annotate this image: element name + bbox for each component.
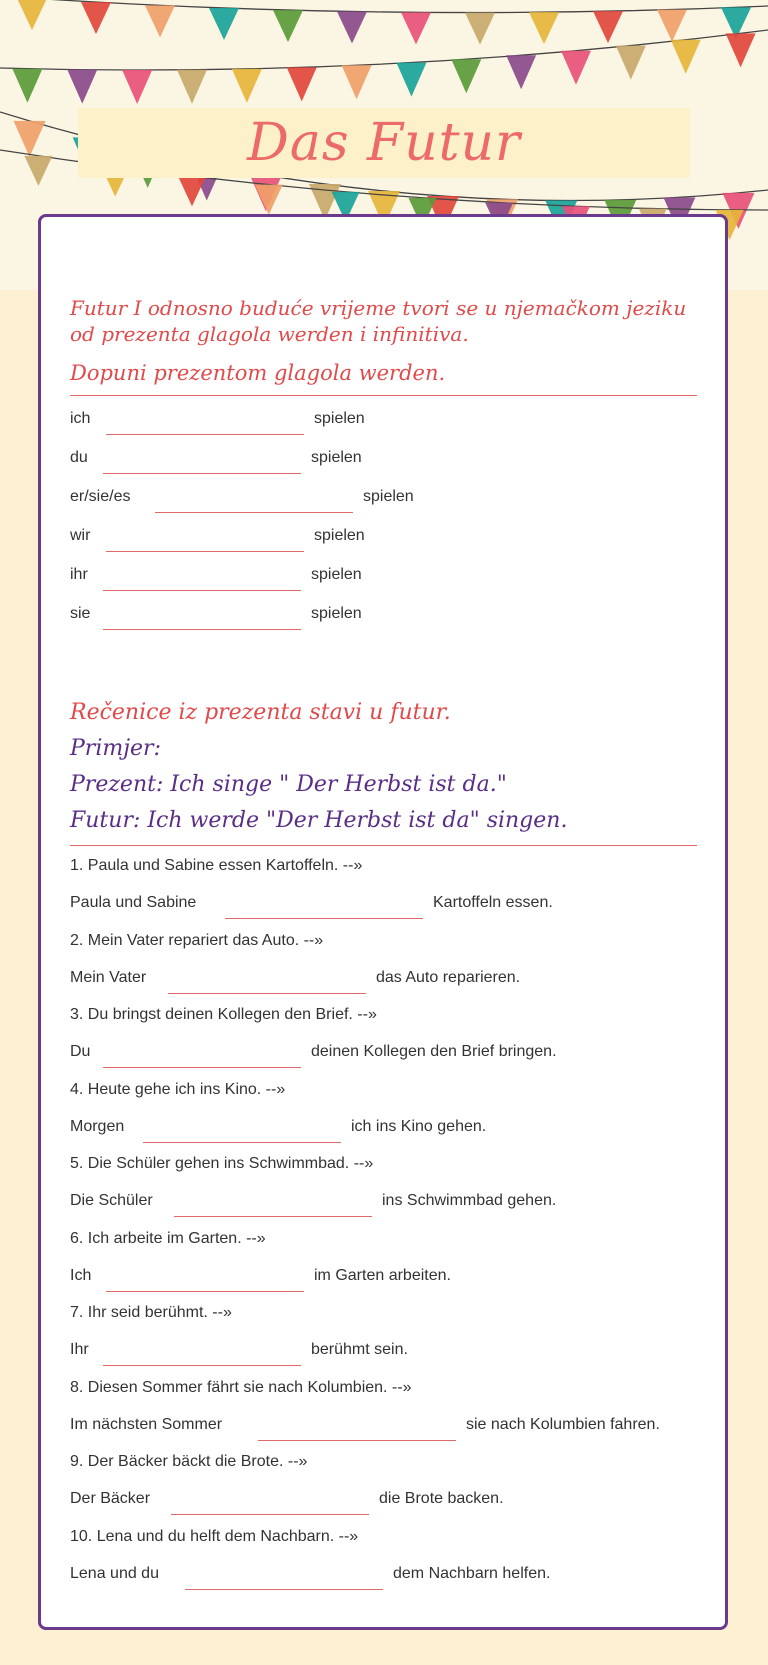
conjugation-verb: spielen bbox=[363, 488, 414, 505]
exercise-answer-end: berühmt sein. bbox=[311, 1341, 408, 1358]
intro-line-2: od prezenta glagola werden i infinitiva. bbox=[70, 322, 469, 346]
exercise-answer-end: ins Schwimmbad gehen. bbox=[382, 1192, 557, 1209]
conjugation-pronoun: ihr bbox=[70, 566, 88, 583]
exercise-prompt: 4. Heute gehe ich ins Kino. --» bbox=[70, 1081, 286, 1098]
bunting-flag bbox=[529, 12, 559, 44]
exercise-answer-end: dem Nachbarn helfen. bbox=[393, 1565, 551, 1582]
bunting-flag bbox=[145, 5, 175, 37]
exercise-answer-start: Die Schüler bbox=[70, 1192, 153, 1209]
exercise-answer-end: im Garten arbeiten. bbox=[314, 1267, 451, 1284]
example-future: Futur: Ich werde "Der Herbst ist da" singen. bbox=[70, 808, 568, 833]
conjugation-pronoun: wir bbox=[70, 527, 91, 544]
bunting-flag bbox=[657, 10, 687, 42]
bunting-flag bbox=[561, 51, 591, 85]
exercise-answer-start: Du bbox=[70, 1043, 91, 1060]
bunting-flag bbox=[12, 69, 42, 103]
exercise-prompt: 7. Ihr seid berühmt. --» bbox=[70, 1304, 232, 1321]
conjugation-instruction: Dopuni prezentom glagola werden. bbox=[70, 361, 446, 385]
exercise-prompt: 5. Die Schüler gehen ins Schwimmbad. --» bbox=[70, 1155, 374, 1172]
bunting-flag bbox=[401, 12, 431, 44]
bunting-flag bbox=[255, 185, 283, 215]
conjugation-verb: spielen bbox=[314, 410, 365, 427]
bunting-string bbox=[0, 0, 768, 13]
example-present: Prezent: Ich singe " Der Herbst ist da." bbox=[70, 772, 507, 797]
bunting-flag bbox=[67, 70, 97, 104]
conjugation-verb: spielen bbox=[311, 449, 362, 466]
exercise-prompt: 1. Paula und Sabine essen Kartoffeln. --» bbox=[70, 857, 363, 874]
exercise-answer-start: Ich bbox=[70, 1267, 92, 1284]
bunting-string bbox=[0, 30, 768, 70]
conjugation-pronoun: er/sie/es bbox=[70, 488, 131, 505]
conjugation-pronoun: ich bbox=[70, 410, 91, 427]
answer-blank[interactable] bbox=[155, 512, 353, 513]
bunting-flag bbox=[726, 33, 756, 67]
exercise-answer-start: Im nächsten Sommer bbox=[70, 1416, 223, 1433]
exercise-prompt: 9. Der Bäcker bäckt die Brote. --» bbox=[70, 1453, 308, 1470]
answer-blank[interactable] bbox=[103, 473, 301, 474]
exercise-answer-end: die Brote backen. bbox=[379, 1490, 504, 1507]
exercise-answer-start: Morgen bbox=[70, 1118, 125, 1135]
bunting-flag bbox=[81, 2, 111, 34]
answer-blank[interactable] bbox=[103, 629, 301, 630]
exercise-prompt: 3. Du bringst deinen Kollegen den Brief. --» bbox=[70, 1006, 377, 1023]
exercise-prompt: 2. Mein Vater repariert das Auto. --» bbox=[70, 932, 324, 949]
answer-blank[interactable] bbox=[106, 1291, 304, 1292]
section-2-instruction: Rečenice iz prezenta stavi u futur. bbox=[70, 700, 451, 725]
answer-blank[interactable] bbox=[185, 1589, 383, 1590]
bunting-flag bbox=[451, 59, 481, 93]
answer-blank[interactable] bbox=[143, 1142, 341, 1143]
bunting-flag bbox=[24, 156, 52, 186]
section-1-rule bbox=[70, 395, 697, 396]
bunting-flag bbox=[14, 121, 46, 157]
answer-blank[interactable] bbox=[106, 551, 304, 552]
answer-blank[interactable] bbox=[106, 434, 304, 435]
exercise-answer-end: sie nach Kolumbien fahren. bbox=[466, 1416, 660, 1433]
answer-blank[interactable] bbox=[225, 918, 423, 919]
exercise-answer-start: Lena und du bbox=[70, 1565, 159, 1582]
bunting-flag bbox=[342, 65, 372, 99]
bunting-flag bbox=[465, 13, 495, 45]
conjugation-verb: spielen bbox=[311, 605, 362, 622]
exercise-answer-end: ich ins Kino gehen. bbox=[351, 1118, 487, 1135]
bunting-flag bbox=[337, 12, 367, 44]
example-label: Primjer: bbox=[70, 736, 161, 761]
conjugation-pronoun: du bbox=[70, 449, 88, 466]
answer-blank[interactable] bbox=[103, 1365, 301, 1366]
conjugation-verb: spielen bbox=[314, 527, 365, 544]
conjugation-pronoun: sie bbox=[70, 605, 91, 622]
intro-line-1: Futur I odnosno buduće vrijeme tvori se u njemačkom jeziku bbox=[70, 296, 687, 320]
answer-blank[interactable] bbox=[174, 1216, 372, 1217]
bunting-flag bbox=[671, 40, 701, 74]
exercise-answer-start: Ihr bbox=[70, 1341, 89, 1358]
bunting-flag bbox=[122, 70, 152, 104]
bunting-flag bbox=[287, 67, 317, 101]
exercise-prompt: 6. Ich arbeite im Garten. --» bbox=[70, 1230, 266, 1247]
exercise-prompt: 10. Lena und du helft dem Nachbarn. --» bbox=[70, 1528, 359, 1545]
section-2-rule bbox=[70, 845, 697, 846]
exercise-answer-start: Der Bäcker bbox=[70, 1490, 151, 1507]
answer-blank[interactable] bbox=[103, 1067, 301, 1068]
bunting-flag bbox=[593, 11, 623, 43]
bunting-flag bbox=[178, 176, 206, 206]
bunting-flag bbox=[396, 63, 426, 97]
answer-blank[interactable] bbox=[258, 1440, 456, 1441]
exercise-answer-start: Paula und Sabine bbox=[70, 894, 197, 911]
bunting-flag bbox=[177, 70, 207, 104]
exercise-prompt: 8. Diesen Sommer fährt sie nach Kolumbien. --» bbox=[70, 1379, 412, 1396]
answer-blank[interactable] bbox=[103, 590, 301, 591]
bunting-flag bbox=[17, 0, 47, 30]
answer-blank[interactable] bbox=[171, 1514, 369, 1515]
exercise-answer-end: das Auto reparieren. bbox=[376, 969, 521, 986]
bunting-flag bbox=[209, 8, 239, 40]
exercise-answer-start: Mein Vater bbox=[70, 969, 147, 986]
bunting-flag bbox=[616, 46, 646, 80]
bunting-flag bbox=[506, 55, 536, 89]
conjugation-verb: spielen bbox=[311, 566, 362, 583]
page-title: Das Futur bbox=[247, 113, 521, 173]
answer-blank[interactable] bbox=[168, 993, 366, 994]
bunting-flag bbox=[273, 10, 303, 42]
bunting-flag bbox=[232, 69, 262, 103]
exercise-answer-end: deinen Kollegen den Brief bringen. bbox=[311, 1043, 557, 1060]
exercise-answer-end: Kartoffeln essen. bbox=[433, 894, 553, 911]
